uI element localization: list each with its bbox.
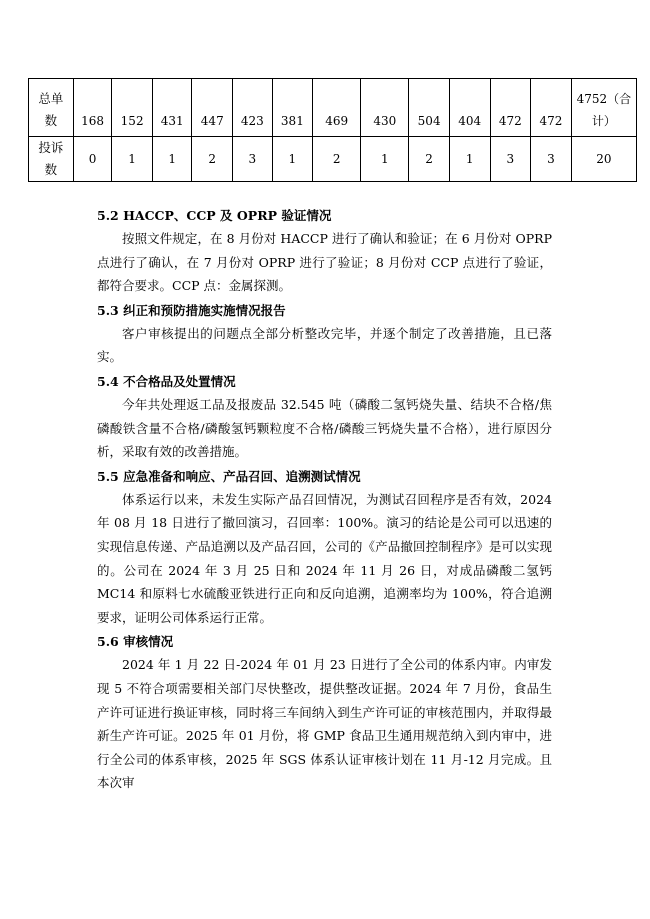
table-cell: 168 bbox=[73, 79, 111, 137]
report-section bbox=[97, 631, 552, 795]
section-heading: 5.4 不合格品及处置情况 bbox=[97, 373, 236, 389]
table-cell: 472 bbox=[490, 79, 531, 137]
table-cell: 3 bbox=[531, 137, 572, 182]
row-label-line: 投诉 bbox=[38, 140, 64, 155]
section-paragraph: 今年共处理返工品及报废品 32.545 吨（磷酸二氢钙烧失量、结块不合格/焦磷酸铁含量不合格/磷酸氢钙颗粒度不合格/磷酸三钙烧失量不合格），进行原因分析，采取有效的改善措施。 bbox=[97, 396, 552, 460]
row-label-line: 总单 bbox=[38, 91, 64, 106]
report-section bbox=[97, 466, 552, 630]
total-cell-line: 4752（合 bbox=[576, 92, 632, 106]
section-heading: 5.5 应急准备和响应、产品召回、追溯测试情况 bbox=[97, 468, 361, 484]
report-section bbox=[97, 300, 552, 369]
row-label bbox=[29, 137, 74, 182]
section-paragraph: 客户审核提出的问题点全部分析整改完毕，并逐个制定了改善措施，且已落实。 bbox=[97, 325, 552, 365]
table-cell: 3 bbox=[490, 137, 531, 182]
table-cell: 381 bbox=[272, 79, 313, 137]
statistics-table-body bbox=[29, 79, 637, 182]
table-cell: 2 bbox=[192, 137, 233, 182]
table-cell: 2 bbox=[313, 137, 361, 182]
table-cell: 447 bbox=[192, 79, 233, 137]
section-paragraph: 按照文件规定，在 8 月份对 HACCP 进行了确认和验证；在 6 月份对 OPRP 点进行了确认，在 7 月份对 OPRP 进行了验证；8 月份对 CCP 点进行了验证，都符合要求。CCP 点：金属探测。 bbox=[97, 231, 552, 294]
table-cell: 423 bbox=[233, 79, 273, 137]
table-cell: 1 bbox=[152, 137, 192, 182]
table-cell: 469 bbox=[313, 79, 361, 137]
complaints-row bbox=[29, 137, 637, 182]
row-label-line: 数 bbox=[44, 113, 58, 128]
table-cell: 430 bbox=[361, 79, 409, 137]
total-cell-line: 20 bbox=[596, 152, 612, 166]
section-heading: 5.3 纠正和预防措施实施情况报告 bbox=[97, 302, 286, 318]
total-orders-row bbox=[29, 79, 637, 137]
table-cell: 0 bbox=[73, 137, 111, 182]
table-cell: 1 bbox=[112, 137, 153, 182]
report-body bbox=[97, 205, 552, 797]
table-cell: 472 bbox=[531, 79, 572, 137]
section-heading: 5.6 审核情况 bbox=[97, 634, 174, 650]
table-cell: 1 bbox=[449, 137, 490, 182]
table-cell: 431 bbox=[152, 79, 192, 137]
table-cell: 404 bbox=[449, 79, 490, 137]
table-cell: 504 bbox=[409, 79, 450, 137]
statistics-table bbox=[28, 78, 637, 182]
total-cell-line: 计） bbox=[591, 114, 616, 128]
section-paragraph: 体系运行以来，未发生实际产品召回情况，为测试召回程序是否有效，2024 年 08 月 18 日进行了撤回演习，召回率：100%。演习的结论是公司可以迅速的实现信息传递、产品追溯以及产品召回，公司的《产品撤回控制程序》是可以实现的。公司在 2024 年 3 月 25 日和 2024 年 11 月 26 日，对成品磷酸二氢钙 MC14 和原料七水硫酸亚铁进行正向和反向追溯，追溯率均为 100%，符合追溯要求，证明公司体系运行正常。 bbox=[97, 491, 552, 625]
row-label-line: 数 bbox=[44, 162, 58, 177]
table-cell: 2 bbox=[409, 137, 450, 182]
report-section bbox=[97, 205, 552, 298]
table-cell: 152 bbox=[112, 79, 153, 137]
statistics-table-container bbox=[28, 78, 637, 182]
row-label bbox=[29, 79, 74, 137]
total-cell bbox=[571, 137, 636, 182]
total-cell bbox=[571, 79, 636, 137]
section-heading: 5.2 HACCP、CCP 及 OPRP 验证情况 bbox=[97, 208, 332, 223]
section-paragraph: 2024 年 1 月 22 日-2024 年 01 月 23 日进行了全公司的体系内审。内审发现 5 不符合项需要相关部门尽快整改，提供整改证据。2024 年 7 月份，食品生产许可证进行换证审核，同时将三车间纳入到生产许可证的审核范围内，并取得最新生产许可证。2025 年 01 月份，将 GMP 食品卫生通用规范纳入到内审中，进行全公司的体系审核，2025 年 SGS 体系认证审核计划在 11 月-12 月完成。且本次审 bbox=[97, 657, 552, 791]
report-section bbox=[97, 371, 552, 464]
table-cell: 1 bbox=[361, 137, 409, 182]
table-cell: 3 bbox=[233, 137, 273, 182]
table-cell: 1 bbox=[272, 137, 313, 182]
